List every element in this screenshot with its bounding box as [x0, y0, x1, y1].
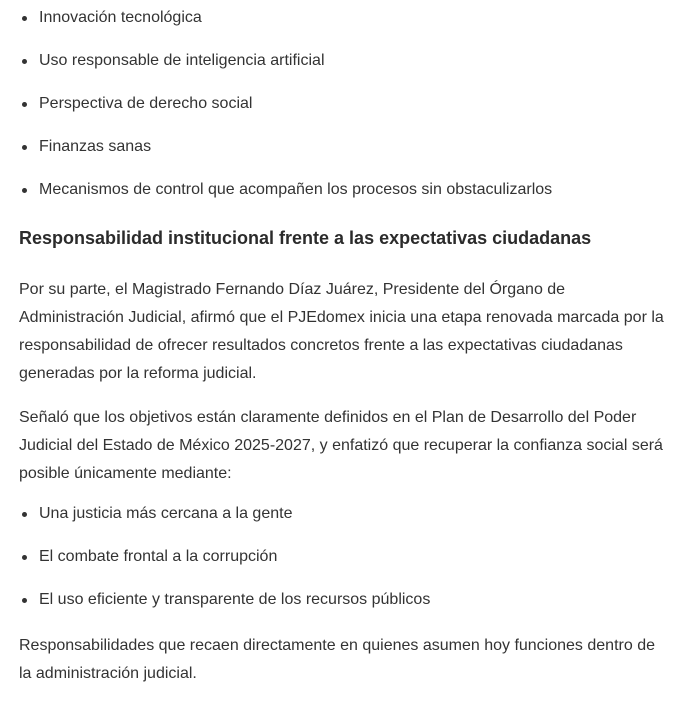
- list-item: [19, 51, 669, 94]
- list-item: [19, 180, 669, 223]
- list-item: [19, 137, 669, 180]
- paragraph: Por su parte, el Magistrado Fernando Díaz Juárez, Presidente del Órgano de Administración Judicial, afirmó que el PJEdomex inicia una etapa renovada marcada por la responsabilidad de ofrecer resultados concretos frente a las expectativas ciudadanas generadas por la reforma judicial.: [19, 281, 664, 382]
- list-item-text: Finanzas sanas: [39, 138, 152, 155]
- list-item-text: El combate frontal a la corrupción: [39, 548, 278, 565]
- bullet-icon: [22, 555, 27, 560]
- list-item-text: Innovación tecnológica: [39, 9, 202, 26]
- list-item-text: Perspectiva de derecho social: [39, 95, 253, 112]
- bullet-icon: [22, 102, 27, 107]
- bullet-icon: [22, 598, 27, 603]
- list-item-text: Una justicia más cercana a la gente: [39, 505, 293, 522]
- paragraph: Señaló que los objetivos están claramente definidos en el Plan de Desarrollo del Poder Judicial del Estado de México 2025-2027, y enfatizó que recuperar la confianza social será posible únicamente mediante:: [19, 409, 663, 482]
- list-item-text: Uso responsable de inteligencia artificial: [39, 52, 325, 69]
- list-item: [19, 590, 669, 633]
- list-item: [19, 8, 669, 51]
- bullet-icon: [22, 16, 27, 21]
- list-item: [19, 94, 669, 137]
- bullet-icon: [22, 188, 27, 193]
- bullet-icon: [22, 512, 27, 517]
- objectives-list: [19, 0, 669, 223]
- list-item: [19, 504, 669, 547]
- section-heading: Responsabilidad institucional frente a las expectativas ciudadanas: [19, 228, 592, 248]
- list-item: [19, 547, 669, 590]
- list-item-text: Mecanismos de control que acompañen los procesos sin obstaculizarlos: [39, 181, 553, 198]
- paragraph: Responsabilidades que recaen directamente en quienes asumen hoy funciones dentro de la administración judicial.: [19, 637, 655, 682]
- bullet-icon: [22, 59, 27, 64]
- list-item-text: El uso eficiente y transparente de los recursos públicos: [39, 591, 431, 608]
- commitments-list: [19, 504, 669, 633]
- bullet-icon: [22, 145, 27, 150]
